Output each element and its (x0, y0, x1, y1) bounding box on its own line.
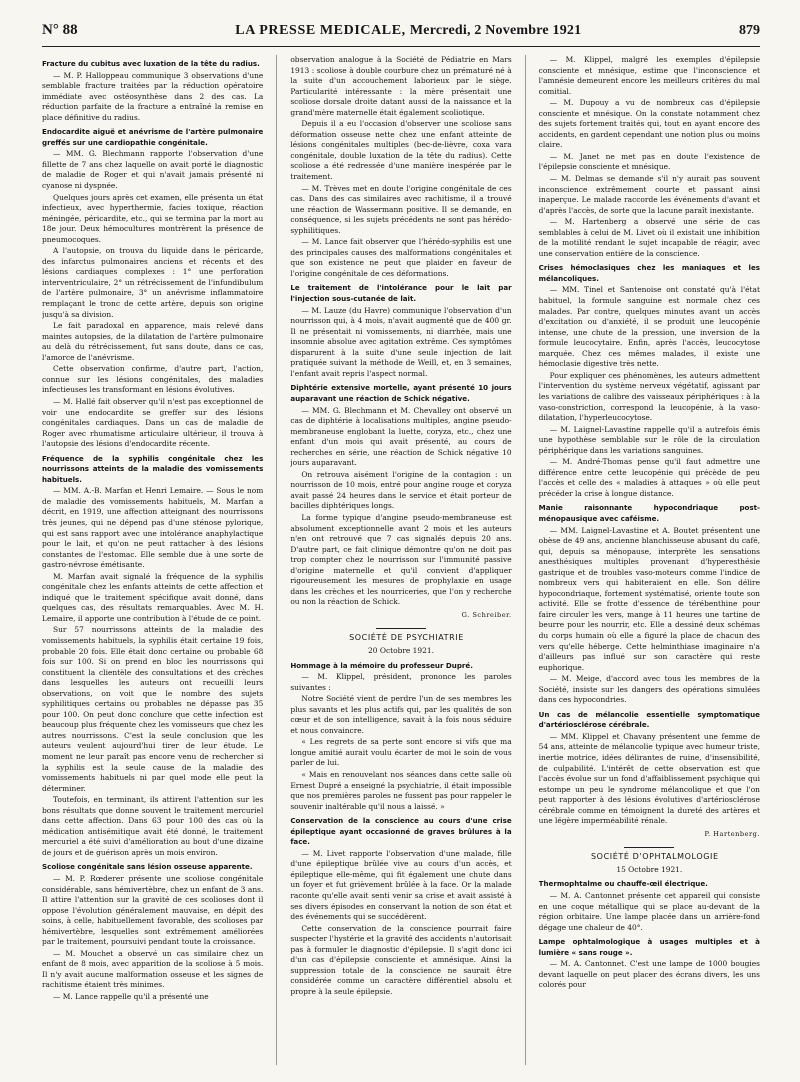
header-rule (42, 46, 760, 47)
article-paragraph: Toutefois, en terminant, ils attirent l'attention sur les bons résultats que donne souvent le traitement mercuriel dans cette affection. Dans 63 pour 100 des cas où la médication antisémitique avait été donné, le traitement mercuriel a été suivi d'amélioration au bout d'une dizaine de jours et de guérison après un mois environ. (42, 795, 264, 857)
column-1 (42, 55, 263, 1075)
article-paragraph: observation analogue à la Société de Pédiatrie en Mars 1913 : scoliose à double courbure chez un prématuré né à la suite d'un accouchement laborieux par le siège. Particularité intéressante : la mère présentait une scoliose dorsale droite datant aussi de la naissance et la grand'mère maternelle était également scoliotique. (290, 55, 512, 117)
article-paragraph: — MM. A.-B. Marfan et Henri Lemaire. — Sous le nom de maladie des vomissements habituels, M. Marfan a décrit, en 1919, une affection atteignant des nourrissons très jeunes, qui ne dépend pas d'une sténose pylorique, qui est sans rapport avec une intolérance anaphylactique pour le lait, et qu'on ne peut rattacher à des lésions constantes de l'estomac. Elle semble due à une sorte de gastro-névrose émétisante. (42, 486, 264, 570)
article-paragraph: M. Marfan avait signalé la fréquence de la syphilis congénitale chez les enfants atteints de cette affection et indiqué que le traitement spécifique avait donné, dans quelques cas, des résultats remarquables. Avec M. H. Lemaire, il apporte une contribution à l'étude de ce point. (42, 571, 264, 623)
article-heading: Le traitement de l'intolérance pour le lait par l'injection sous-cutanée de lait. (290, 283, 512, 304)
article-heading: Lampe ophtalmologique à usages multiples et à lumière « sans rouge ». (538, 937, 760, 957)
article-paragraph: « Les regrets de sa perte sont encore si vifs que ma longue amitié aurait voulu écarter de moi le soin de vous parler de lui. (290, 737, 512, 768)
article-paragraph: — M. Dupouy a vu de nombreux cas d'épilepsie consciente et mnésique. On la constate notamment chez des sujets fortement traités qui, tout en ayant encore des accidents, en gardent cependant une notion plus ou moins claire. (538, 98, 760, 150)
article-paragraph: — M. Klippel, malgré les exemples d'épilepsie consciente et mnésique, estime que l'inconscience et l'amnésie demeurent encore les meilleurs critères du mal comitial. (538, 55, 760, 96)
article-paragraph: Le fait paradoxal en apparence, mais relevé dans maintes autopsies, de la dilatation de l'artère pulmonaire au delà du rétrécissement, fut sans doute, dans ce cas, l'amorce de l'anévrisme. (42, 321, 264, 362)
article-paragraph: — M. Meige, d'accord avec tous les membres de la Société, insiste sur les dangers des opérations simulées dans ces hypocondries. (538, 674, 760, 705)
article-paragraph: — M. A. Cantonnet. C'est une lampe de 1000 bougies devant laquelle on peut placer des écrans divers, les uns colorés pour (538, 959, 760, 990)
journal-title (235, 23, 581, 39)
issue-date: Mercredi, 2 Novembre 1921 (409, 23, 582, 38)
society-section-title: SOCIÉTÉ D'OPHTALMOLOGIE (591, 852, 719, 862)
article-paragraph: — M. Janet ne met pas en doute l'existence de l'épilepsie consciente et mnésique. (538, 151, 760, 172)
article-paragraph: On retrouva aisément l'origine de la contagion : un nourrisson de 10 mois, entré pour angine rouge et coryza avait passé 24 heures dans le service et était porteur de bacilles diphtériques longs. (290, 469, 512, 511)
columns (42, 55, 760, 1075)
article-paragraph: Quelques jours après cet examen, elle présenta un état infectieux, avec hyperthermie, facies toxique, réaction méningée, péricardite, etc., qui se termina par la mort au 18e jour. Deux hémocultures montrèrent la présence de pneumocoques. (42, 192, 264, 244)
article-paragraph: — M. Livet rapporte l'observation d'une malade, fille d'une épileptique brûlée vive au cours d'un accès, et épileptique elle-même, qui fit également une chute dans un foyer et fut grièvement brûlée à la face. Or la malade raconte qu'elle avait senti venir sa crise et avait assisté à ses divers épisodes en conservant la notion de son état et des événements qui se succédèrent. (290, 848, 512, 922)
article-paragraph: — M. Lance rappelle qu'il a présenté une (53, 992, 209, 1002)
article-paragraph: — M. Laignel-Lavastine rappelle qu'il a autrefois émis une hypothèse semblable sur le rôle de la circulation périphérique dans les variations sanguines. (538, 424, 760, 455)
article-paragraph: Depuis il a eu l'occasion d'observer une scoliose sans déformation osseuse nette chez une enfant atteinte de lésions congénitales multiples (bec-de-lièvre, coxa vara congénitale, double luxation de la tête du radius). Cette scoliose a été redressée d'une manière inespérée par le traitement. (290, 119, 512, 182)
page-number: 879 (738, 23, 760, 38)
author-signature: G. Schreiber. (461, 610, 512, 619)
article-heading: Manie raisonnante hypocondriaque post-ménopausique avec caféisme. (538, 503, 760, 523)
session-date: 20 Octobre 1921. (368, 645, 434, 655)
article-heading: Crises hémoclasiques chez les maniaques et les mélancoliques. (538, 263, 760, 283)
article-paragraph: Notre Société vient de perdre l'un de ses membres les plus savants et les plus actifs qui, par les qualités de son cœur et de son intelligence, savait à la fois nous séduire et nous convaincre. (290, 694, 512, 735)
column-divider (525, 55, 526, 1065)
article-paragraph: — M. Delmas se demande s'il n'y aurait pas souvent inconscience extrêmement courte et passant ainsi inaperçue. Le malade raccorde les événements d'avant et d'après l'accès, de sorte que la lacune paraît inexistante. (538, 174, 760, 215)
article-paragraph: — M. P. Halloppeau communique 3 observations d'une semblable fracture traitées par la réduction opératoire immédiate avec ostéosynthèse dans 2 des cas. La réduction parfaite de la fracture a entraîné la remise en place définitive du radius. (42, 70, 264, 122)
article-heading: Un cas de mélancolie essentielle symptomatique d'artériosclérose cérébrale. (538, 709, 760, 730)
article-paragraph: — M. Hartenberg a observé une série de cas semblables à celui de M. Livet où il existait une inhibition de la motilité rendant le sujet incapable de réagir, avec une conservation entière de la conscience. (538, 217, 760, 258)
article-paragraph: Cette observation confirme, d'autre part, l'action, connue sur les lésions congénitales, des maladies infectieuses les transformant en lésions évolutives. (42, 364, 264, 395)
article-paragraph: — M. Klippel, président, prononce les paroles suivantes : (290, 672, 512, 692)
article-paragraph: A l'autopsie, on trouva du liquide dans le péricarde, des infarctus pulmonaires anciens et récents et des lésions cardiaques complexes : 1° une perforation interventriculaire, 2° un rétrécissement de l'infundibulum de l'artère pulmonaire, 3° un anévrisme inflammatoire remplaçant le tronc de cette artère, depuis son origine jusqu'à sa division. (42, 246, 264, 319)
article-paragraph: — M. André-Thomas pense qu'il faut admettre une différence entre cette leucopénie qui précède de peu l'accès et celle des « maladies à attaques » où elle peut précéder la crise à longue distance. (538, 457, 760, 498)
article-paragraph: — M. P. Rœderer présente une scoliose congénitale considérable, sans hémivertèbre, chez un enfant de 3 ans. Il attire l'attention sur la gravité de ces scolioses dont il oppose l'évolution généralement mauvaise, en dépit des soins, à celle, habituellement favorable, des scolioses par hémivertèbre, lesquelles sont extrêmement améliorées par le traitement, poursuivi pendant toute la croissance. (42, 874, 264, 947)
article-heading: Scoliose congénitale sans lésion osseuse apparente. (42, 862, 253, 872)
article-paragraph: — M. Trèves met en doute l'origine congénitale de ces cas. Dans des cas similaires avec rachitisme, il a trouvé une réaction de Wassermann positive. Il se demande, en conséquence, si les sujets précédents ne sont pas hérédo-syphilitiques. (290, 183, 512, 235)
article-paragraph: — MM. Laignel-Lavastine et A. Boutet présentent une obèse de 49 ans, ancienne blanchisseuse abusant du café, qui, depuis sa ménopause, interprète les sensations anesthésiques multiples provenant d'hyperesthésie gastrique et de troubles vaso-moteurs comme l'indice de nombreux vers qui habiteraient en elle. Son délire hypocondriaque, fortement systématisé, oriente toute son activité. Elle se frotte d'essence de térébenthine pour faire circuler les vers, mange à 11 heures une tartine de beurre pour les nourrir, etc. Elle a dessiné deux schémas du corps humain où elle a figuré la place de chacun des vers qu'elle héberge. Cette helminthiase imaginaire n'a d'ailleurs pas influé sur son caractère qui reste euphorique. (538, 525, 760, 672)
article-paragraph: — M. Hallé fait observer qu'il n'est pas exceptionnel de voir une endocardite se greffer sur des lésions congénitales cardiaques. Dans un cas de maladie de Roger avec rhumatisme articulaire ultérieur, il trouva à l'autopsie des lésions d'endocardite récente. (42, 396, 264, 449)
article-heading: Hommage à la mémoire du professeur Dupré. (290, 660, 473, 670)
article-paragraph: « Mais en renouvelant nos séances dans cette salle où Ernest Dupré a enseigné la psychiatrie, il était impossible que nos premières paroles ne fussent pas pour rappeler le souvenir inaltérable qu'il nous a laissé. » (290, 770, 512, 811)
article-paragraph: Sur 57 nourrissons atteints de la maladie des vomissements habituels, la syphilis était certaine 19 fois, probable 20 fois. Elle était donc certaine ou probable 68 fois sur 100. Si on prend en bloc les nourrissons qui constituent la clientèle des consultations et des crèches dans lesquelles les auteurs ont recueilli leurs observations, on voit que le nombre des sujets syphilitiques certains ou probables ne dépasse pas 35 pour 100. On peut donc conclure que cette infection est beaucoup plus fréquente chez les vomisseurs que chez les autres nourrissons. C'est la seule conclusion que les auteurs veulent aujourd'hui tirer de leur étude. Le moment ne leur paraît pas encore venu de rechercher si la syphilis est la seule cause de la maladie des vomissements habituels ni par quel mode elle peut la déterminer. (42, 625, 264, 793)
article-paragraph: Pour expliquer ces phénomènes, les auteurs admettent l'intervention du système nerveux végétatif, agissant par les variations de calibre des vaisseaux périphériques : à la vaso-constriction, correspond la leucopénie, à la vaso-dilatation, l'hyperleucocytose. (538, 370, 760, 423)
article-paragraph: — M. Lance fait observer que l'hérédo-syphilis est une des principales causes des malformations congénitales et que son existence ne peut que plaider en faveur de l'origine congénitale de ces déformations. (290, 237, 512, 278)
section-rule (376, 628, 426, 629)
article-paragraph: Cette conservation de la conscience pourrait faire suspecter l'hystérie et la gravité des accidents n'autorisait pas à formuler le diagnostic d'épilepsie. Il s'agit donc ici d'un cas d'épilepsie consciente et amnésique. Ainsi la suppression totale de la conscience ne saurait être considérée comme un caractère différentiel absolu et propre à la seule épilepsie. (290, 923, 512, 996)
column-2 (290, 55, 511, 1075)
journal-name: LA PRESSE MEDICALE, (235, 23, 406, 38)
article-heading: Fréquence de la syphilis congénitale chez les nourrissons atteints de la maladie des vomissements habituels. (42, 453, 264, 484)
issue-number: N° 88 (42, 22, 78, 38)
article-paragraph: — MM. Tinel et Santenoise ont constaté qu'à l'état habituel, la formule sanguine est normale chez ces malades. Par contre, quelques minutes avant un accès d'excitation ou d'anxiété, il se produit une leucopénie intense, une chute de la pression, une inversion de la formule leucocytaire. Enfin, après l'accès, leucocytose marquée. Chez ces mêmes malades, il existe une hémoclasie digestive très nette. (538, 285, 760, 369)
session-date: 15 Octobre 1921. (616, 864, 683, 874)
column-3 (539, 55, 760, 1075)
author-signature: P. Hartenberg. (704, 829, 760, 838)
article-paragraph: — MM. G. Blechmann et M. Chevalley ont observé un cas de diphtérie à localisations multiples, angine pseudo-membraneuse englobant la luette, coryza, etc., chez une enfant d'un mois qui avait présenté, au cours de recherches en série, une réaction de Schick négative 10 jours auparavant. (290, 405, 512, 468)
article-paragraph: — MM. G. Blechmann rapporte l'observation d'une fillette de 7 ans chez laquelle on avait porté le diagnostic de maladie de Roger et qui n'avait jamais présenté ni cyanose ni dyspnée. (42, 149, 264, 191)
article-heading: Diphtérie extensive mortelle, ayant présenté 10 jours auparavant une réaction de Schick négative. (290, 383, 512, 403)
article-paragraph: — MM. Klippel et Chavany présentent une femme de 54 ans, atteinte de mélancolie typique avec humeur triste, inertie motrice, idées délirantes de ruine, d'insensibilité, de culpabilité. L'intérêt de cette observation est que l'accès évolue sur un fond d'affaiblissement psychique qui estompe un peu le syndrome mélancolique et que l'on peut rapporter à des lésions évolutives d'artériosclérose cérébrale comme en témoignent la dureté des artères et une légère imperméabilité rénale. (538, 731, 760, 826)
column-divider (276, 55, 277, 1065)
article-paragraph: La forme typique d'angine pseudo-membraneuse est absolument exceptionnelle avant 2 mois et les auteurs n'en ont retrouvé que 7 cas signalés depuis 20 ans. D'autre part, ce fait clinique démontre qu'on ne doit pas trop compter chez le nourrisson sur l'immunité passive d'origine maternelle et qu'il convient d'appliquer rigoureusement les mesures de prophylaxie en usage dans les crèches et les nourriceries, que l'on y recherche ou non la réaction de Schick. (290, 512, 512, 607)
article-heading: Endocardite aiguë et anévrisme de l'artère pulmonaire greffés sur une cardiopathie congénitale. (42, 127, 264, 147)
article-heading: Fracture du cubitus avec luxation de la tête du radius. (42, 59, 260, 68)
page-header (42, 22, 760, 44)
society-section-title: SOCIÉTÉ DE PSYCHIATRIE (349, 633, 464, 643)
article-paragraph: — M. Lauze (du Havre) communique l'observation d'un nourrisson qui, à 4 mois, n'avait augmenté que de 400 gr. Il ne présentait ni vomissements, ni diarrhée, mais une insomnie absolue avec agitation extrême. Ces symptômes disparurent à la suite d'une seule injection de lait pratiquée suivant la méthode de Weill, et, en 3 semaines, l'enfant avait repris l'aspect normal. (290, 305, 512, 378)
article-paragraph: — M. A. Cantonnet présente cet appareil qui consiste en une coque métallique qui se place au-devant de la région orbitaire. Une lampe placée dans un arrière-fond dégage une chaleur de 40°. (538, 891, 760, 932)
section-rule (624, 847, 674, 848)
article-heading: Thermophtalme ou chauffe-œil électrique. (538, 879, 708, 889)
article-paragraph: — M. Mouchet a observé un cas similaire chez un enfant de 8 mois, avec apparition de la scoliose à 5 mois. Il n'y avait aucune malformation osseuse et les signes de rachitisme étaient très minimes. (42, 948, 264, 990)
article-heading: Conservation de la conscience au cours d'une crise épileptique ayant occasionné de graves brûlures à la face. (290, 816, 512, 847)
